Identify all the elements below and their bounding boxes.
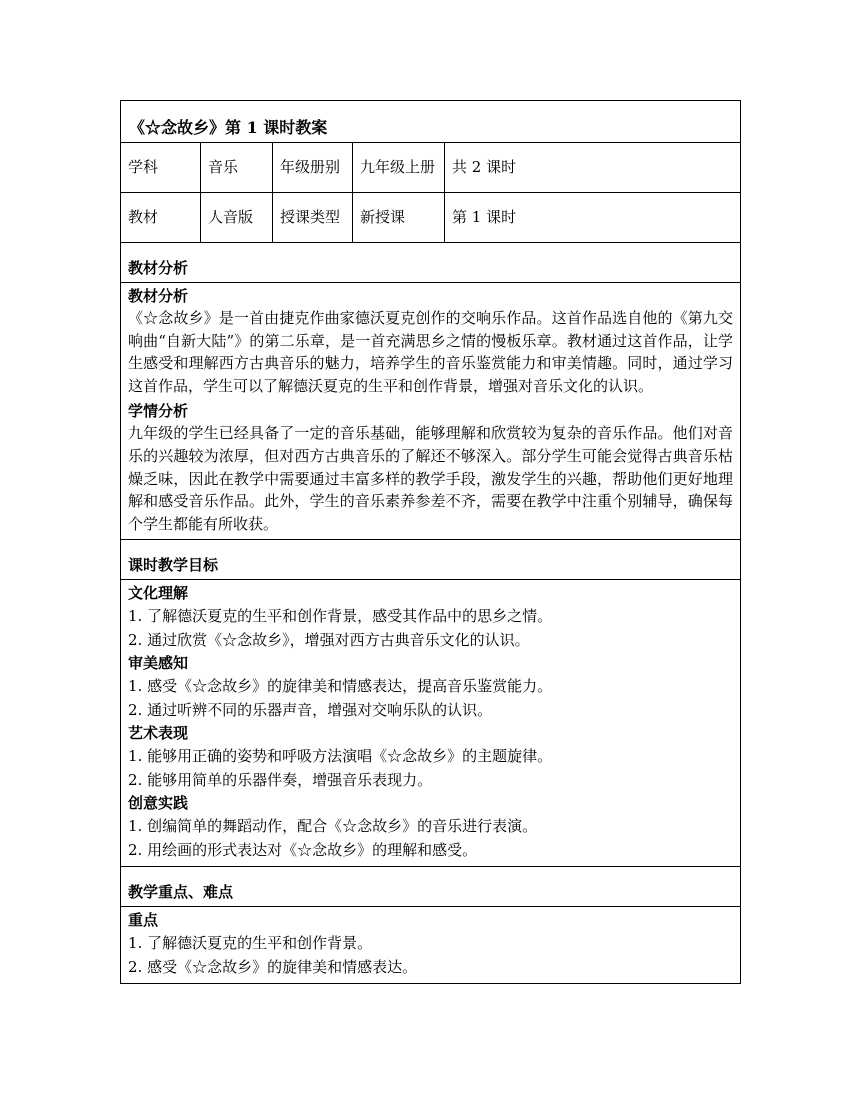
- keypoint-title: 重点: [128, 911, 159, 930]
- goal-group-title: 创意实践: [128, 794, 189, 813]
- section-heading-analysis: 教材分析: [121, 243, 740, 283]
- info-cell: 年级册别: [273, 143, 353, 192]
- info-cell: 九年级上册: [353, 143, 445, 192]
- lesson-plan-table: [120, 100, 741, 984]
- section-heading-goals: 课时教学目标: [121, 540, 740, 580]
- goal-item: 2. 通过听辨不同的乐器声音，增强对交响乐队的认识。: [128, 701, 493, 720]
- info-cell: 共 2 课时: [452, 158, 517, 176]
- goal-item: 2. 用绘画的形式表达对《☆念故乡》的理解和感受。: [128, 841, 478, 860]
- goal-group-title: 审美感知: [128, 654, 189, 673]
- title-row: [121, 101, 740, 143]
- goal-item: 1. 了解德沃夏克的生平和创作背景，感受其作品中的思乡之情。: [128, 607, 553, 626]
- goal-item: 2. 能够用简单的乐器伴奏，增强音乐表现力。: [128, 771, 433, 790]
- goal-group-title: 艺术表现: [128, 724, 189, 743]
- info-cell: 授课类型: [273, 193, 353, 242]
- student-analysis-title: 学情分析: [128, 402, 189, 421]
- info-cell: 学科: [121, 143, 201, 192]
- goal-item: 2. 通过欣赏《☆念故乡》，增强对西方古典音乐文化的认识。: [128, 631, 530, 650]
- keypoints-body: [121, 907, 740, 983]
- goal-item: 1. 感受《☆念故乡》的旋律美和情感表达，提高音乐鉴赏能力。: [128, 677, 553, 696]
- keypoint-item: 1. 了解德沃夏克的生平和创作背景。: [128, 934, 373, 953]
- info-cell: 音乐: [201, 143, 273, 192]
- info-cell: 第 1 课时: [452, 208, 517, 226]
- section-heading-keypoints: 教学重点、难点: [121, 867, 740, 907]
- keypoint-item: 2. 感受《☆念故乡》的旋律美和情感表达。: [128, 958, 418, 977]
- material-analysis-text: 《☆念故乡》是一首由捷克作曲家德沃夏克创作的交响乐作品。这首作品选自他的《第九交响曲“自新大陆”》的第二乐章，是一首充满思乡之情的慢板乐章。教材通过这首作品，让学生感受和理解西方古典音乐的魅力，培养学生的音乐鉴赏能力和审美情趣。同时，通过学习这首作品，学生可以了解德沃夏克的生平和创作背景，增强对音乐文化的认识。: [128, 309, 733, 395]
- goal-item: 1. 能够用正确的姿势和呼吸方法演唱《☆念故乡》的主题旋律。: [128, 747, 553, 766]
- goal-group-title: 文化理解: [128, 584, 189, 603]
- material-analysis-title: 教材分析: [128, 287, 189, 305]
- info-cell: 人音版: [201, 193, 273, 242]
- student-analysis-text: 九年级的学生已经具备了一定的音乐基础，能够理解和欣赏较为复杂的音乐作品。他们对音乐的兴趣较为浓厚，但对西方古典音乐的了解还不够深入。部分学生可能会觉得古典音乐枯燥乏味，因此在教学中需要通过丰富多样的教学手段，激发学生的兴趣，帮助他们更好地理解和感受音乐作品。此外，学生的音乐素养参差不齐，需要在教学中注重个别辅导，确保每个学生都能有所收获。: [128, 424, 733, 533]
- info-row-1: [121, 143, 740, 193]
- page-title: 《☆念故乡》第 1 课时教案: [129, 118, 328, 137]
- goal-item: 1. 创编简单的舞蹈动作，配合《☆念故乡》的音乐进行表演。: [128, 817, 538, 836]
- goals-body: [121, 580, 740, 867]
- info-cell: 新授课: [353, 193, 445, 242]
- analysis-body: [121, 283, 740, 540]
- info-row-2: [121, 193, 740, 243]
- info-cell: 教材: [121, 193, 201, 242]
